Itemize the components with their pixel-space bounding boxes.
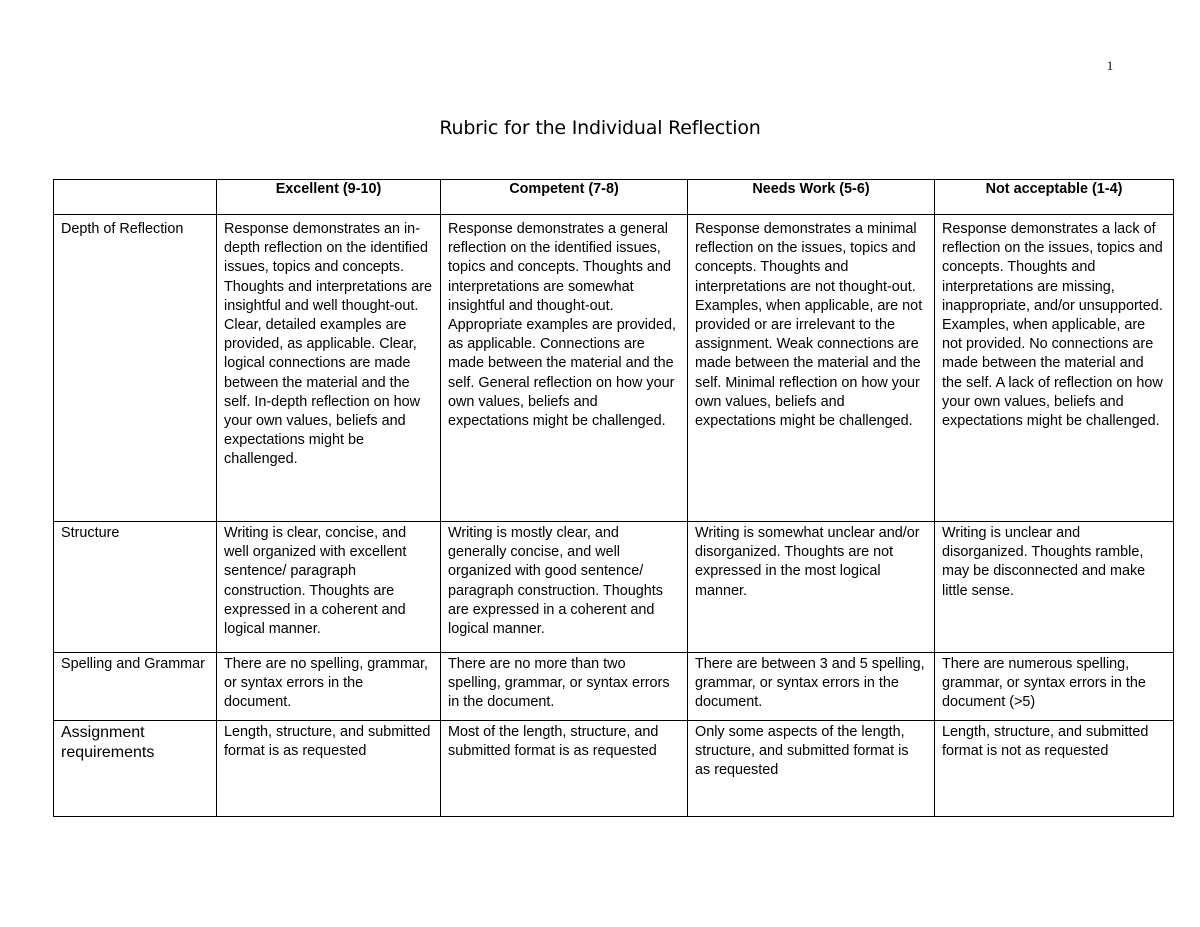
rubric-cell: There are no more than two spelling, grammar, or syntax errors in the document. <box>441 653 688 721</box>
page-title: Rubric for the Individual Reflection <box>439 117 761 139</box>
rubric-row-structure <box>54 522 1174 653</box>
rubric-cell: Length, structure, and submitted format is as requested <box>217 721 441 817</box>
rubric-cell: Only some aspects of the length, structure, and submitted format is as requested <box>688 721 935 817</box>
rubric-row-depth-of-reflection <box>54 215 1174 522</box>
rubric-header-excellent: Excellent (9-10) <box>217 180 441 215</box>
rubric-cell: Most of the length, structure, and submitted format is as requested <box>441 721 688 817</box>
rubric-cell: There are between 3 and 5 spelling, grammar, or syntax errors in the document. <box>688 653 935 721</box>
page-number: 1 <box>1106 58 1114 73</box>
rubric-row-assignment-requirements <box>54 721 1174 817</box>
rubric-table <box>53 179 1174 817</box>
rubric-header-needs-work: Needs Work (5-6) <box>688 180 935 215</box>
rubric-header-row <box>54 180 1174 215</box>
criterion-label: Assignment requirements <box>54 721 217 817</box>
rubric-header-not-acceptable: Not acceptable (1-4) <box>935 180 1174 215</box>
rubric-header-corner <box>54 180 217 215</box>
rubric-header-competent: Competent (7-8) <box>441 180 688 215</box>
rubric-cell: Writing is clear, concise, and well organized with excellent sentence/ paragraph construction. Thoughts are expressed in a coherent and logical manner. <box>217 522 441 653</box>
rubric-cell: Response demonstrates a minimal reflection on the issues, topics and concepts. Thoughts and interpretations are not thought-out. Examples, when applicable, are not provided or are irrelevant to the assignment. Weak connections are made between the material and the self. Minimal reflection on how your own values, beliefs and expectations might be challenged. <box>688 215 935 522</box>
rubric-cell: Writing is mostly clear, and generally concise, and well organized with good sentence/ paragraph construction. Thoughts are expressed in a coherent and logical manner. <box>441 522 688 653</box>
rubric-cell: Writing is unclear and disorganized. Thoughts ramble, may be disconnected and make little sense. <box>935 522 1174 653</box>
rubric-cell: Length, structure, and submitted format is not as requested <box>935 721 1174 817</box>
rubric-cell: There are numerous spelling, grammar, or syntax errors in the document (>5) <box>935 653 1174 721</box>
rubric-cell: Writing is somewhat unclear and/or disorganized. Thoughts are not expressed in the most logical manner. <box>688 522 935 653</box>
rubric-cell: Response demonstrates an in-depth reflection on the identified issues, topics and concepts. Thoughts and interpretations are insightful and well thought-out. Clear, detailed examples are provided, as applicable. Clear, logical connections are made between the material and the self. In-depth reflection on how your own values, beliefs and expectations might be challenged. <box>217 215 441 522</box>
criterion-label: Structure <box>54 522 217 653</box>
rubric-cell: Response demonstrates a lack of reflection on the issues, topics and concepts. Thoughts and interpretations are missing, inappropriate, and/or unsupported. Examples, when applicable, are not provided. No connections are made between the material and the self. A lack of reflection on how your own values, beliefs and expectations might be challenged. <box>935 215 1174 522</box>
criterion-label: Spelling and Grammar <box>54 653 217 721</box>
rubric-cell: Response demonstrates a general reflection on the identified issues, topics and concepts. Thoughts and interpretations are somewhat insightful and thought-out. Appropriate examples are provided, as applicable. Connections are made between the material and the self. General reflection on how your own values, beliefs and expectations might be challenged. <box>441 215 688 522</box>
rubric-row-spelling-and-grammar <box>54 653 1174 721</box>
criterion-label: Depth of Reflection <box>54 215 217 522</box>
rubric-cell: There are no spelling, grammar, or syntax errors in the document. <box>217 653 441 721</box>
